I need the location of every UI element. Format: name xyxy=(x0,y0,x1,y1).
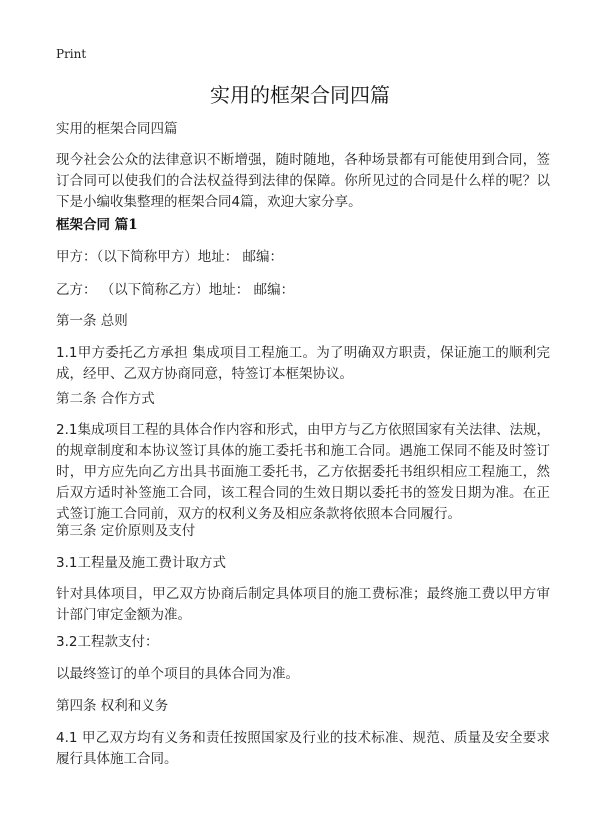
print-link[interactable]: Print xyxy=(56,47,87,61)
article-3-1-title: 3.1工程量及施工费计取方式 xyxy=(56,555,226,571)
article-3-2-body: 以最终签订的单个项目的具体合同为准。 xyxy=(56,666,299,682)
article-1-1: 1.1甲方委托乙方承担 集成项目工程施工。为了明确双方职责，保证施工的顺利完成，经甲、乙双方协商同意，特签订本框架协议。 xyxy=(56,345,550,382)
article-3-1-body: 针对具体项目，甲乙双方协商后制定具体项目的施工费标准；最终施工费以甲方审计部门审定金额为准。 xyxy=(56,586,550,623)
section-heading: 框架合同 篇1 xyxy=(56,217,138,233)
article-1-title: 第一条 总则 xyxy=(56,313,128,329)
article-2-1: 2.1集成项目工程的具体合作内容和形式，由甲方与乙方依照国家有关法律、法规，的规章制度和本协议签订具体的施工委托书和施工合同。遇施工保同不能及时签订时，甲方应先向乙方出具书面施工委托书，乙方依据委托书组织相应工程施工，然后双方适时补签施工合同，该工程合同的生效日期以委托书的签发日期为准。在正式签订施工合同前，双方的权利义务及相应条款将依照本合同履行。 xyxy=(56,422,550,522)
article-3-title: 第三条 定价原则及支付 xyxy=(56,523,196,539)
article-2-title: 第二条 合作方式 xyxy=(56,391,155,407)
intro-paragraph: 现今社会公众的法律意识不断增强，随时随地，各种场景都有可能使用到合同，签订合同可以使我们的合法权益得到法律的保障。你所见过的合同是什么样的呢？以下是小编收集整理的框架合同4篇，欢迎大家分享。 xyxy=(56,152,550,210)
document-subtitle: 实用的框架合同四篇 xyxy=(56,121,178,137)
article-3-2-title: 3.2工程款支付： xyxy=(56,634,159,650)
party-b-line: 乙方： （以下简称乙方）地址： 邮编： xyxy=(56,282,295,298)
page-title: 实用的框架合同四篇 xyxy=(210,83,390,107)
article-4-1: 4.1 甲乙双方均有义务和责任按照国家及行业的技术标准、规范、质量及安全要求履行具体施工合同。 xyxy=(56,730,550,767)
party-a-line: 甲方：（以下简称甲方）地址： 邮编： xyxy=(56,249,284,265)
article-4-title: 第四条 权利和义务 xyxy=(56,698,169,714)
